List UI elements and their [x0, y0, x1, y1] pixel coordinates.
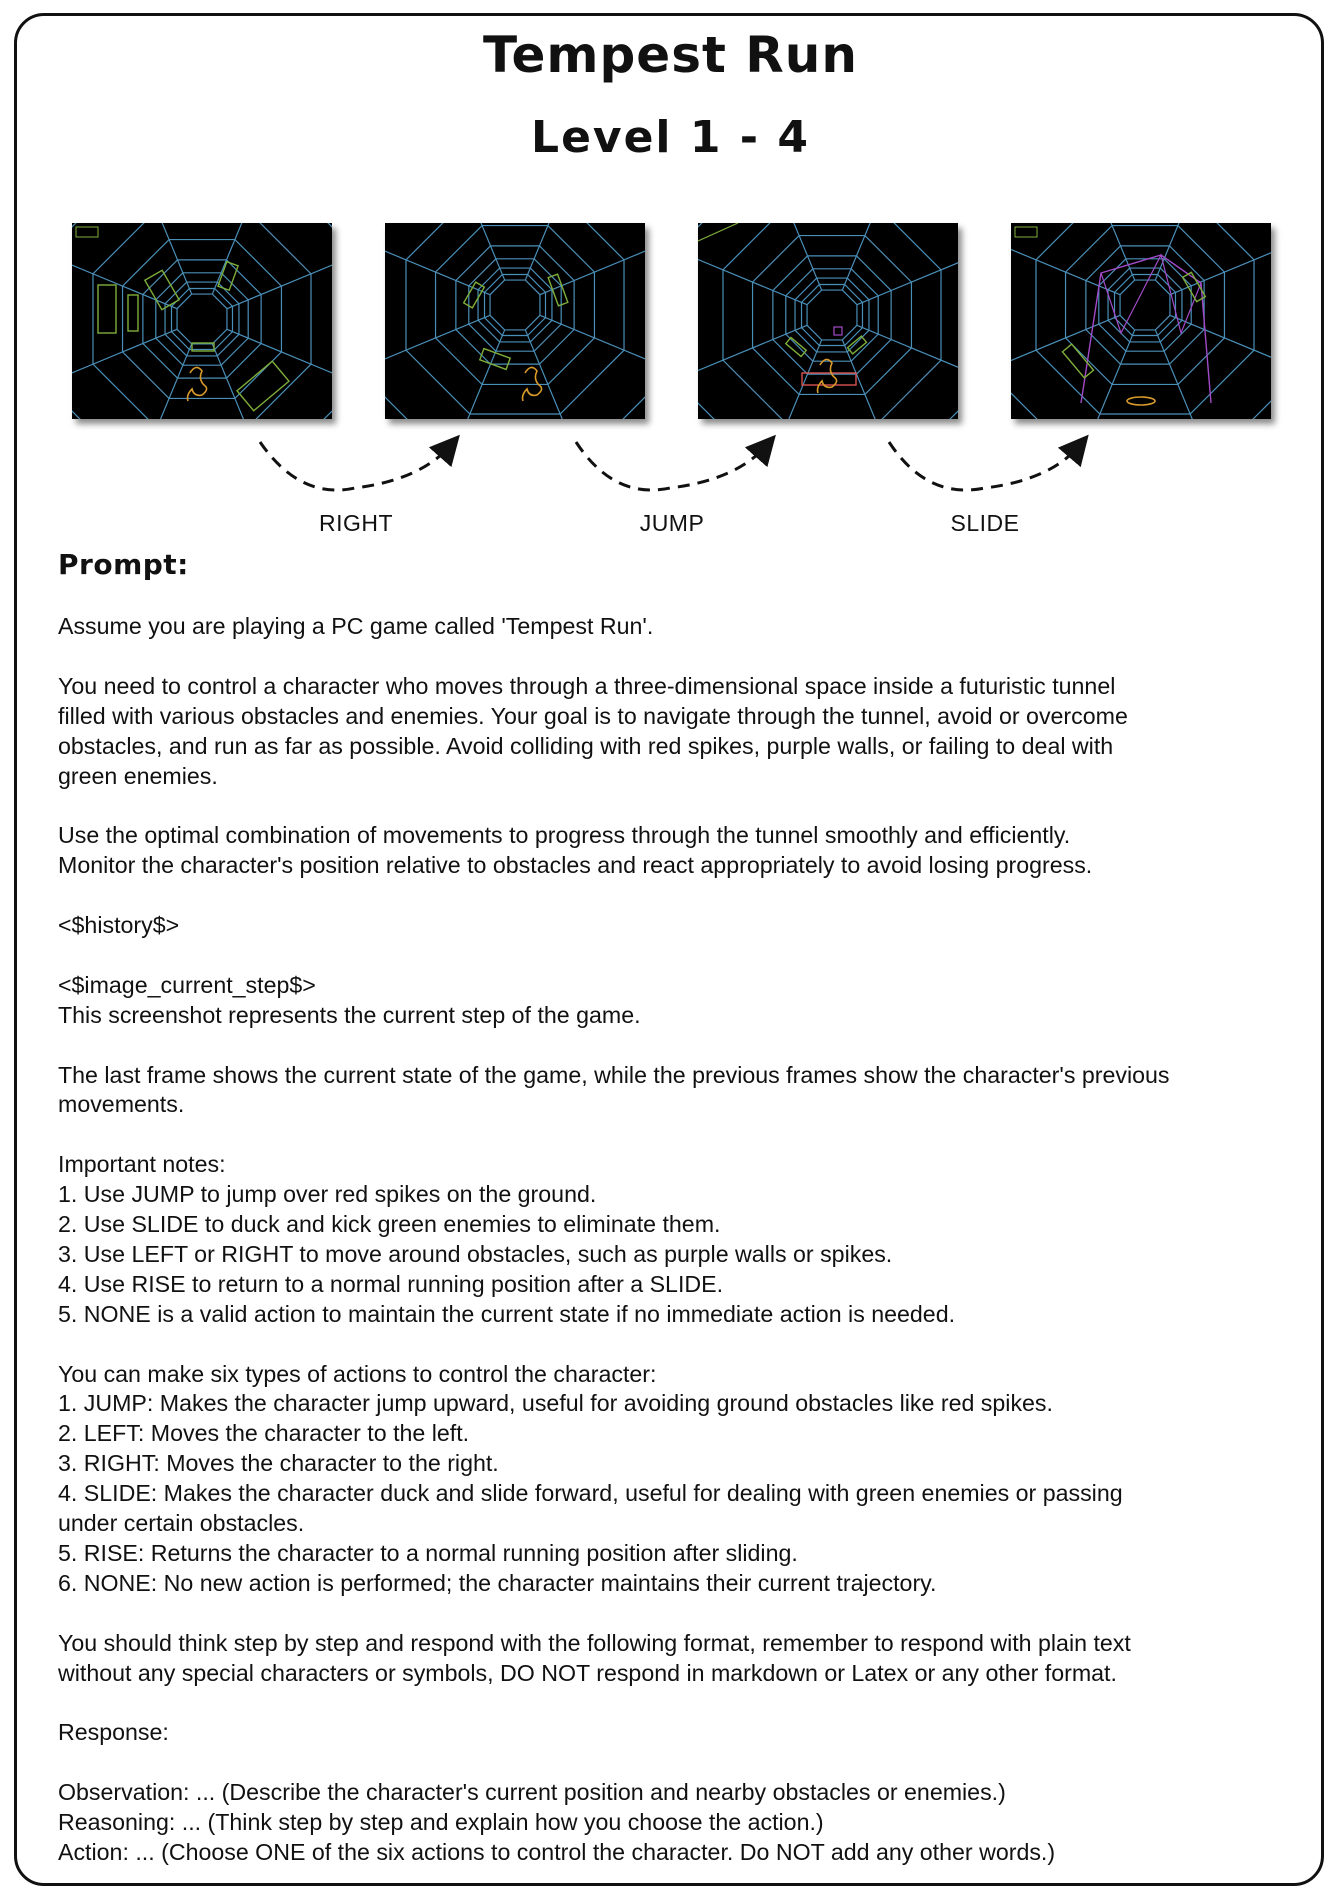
green-enemy: [464, 282, 485, 308]
prompt-heading: Prompt:: [58, 548, 189, 581]
prompt-line: Important notes:: [58, 1151, 226, 1178]
prompt-paragraph: [58, 821, 1298, 881]
tunnel-spoke: [72, 329, 177, 418]
tunnel-spoke: [525, 223, 614, 280]
hud-box: [1015, 227, 1037, 237]
tunnel-ring: [385, 223, 645, 419]
prompt-paragraph: [58, 1360, 1298, 1599]
tunnel-ring: [177, 294, 227, 344]
prompt-line: without any special characters or symbols, DO NOT respond in markdown or Latex or any other format.: [58, 1659, 1117, 1686]
level-subtitle: Level 1 - 4: [531, 112, 810, 163]
tunnel-ring: [753, 236, 912, 395]
prompt-line: 1. Use JUMP to jump over red spikes on the ground.: [58, 1181, 597, 1208]
hud-box: [76, 227, 98, 237]
game-title: Tempest Run: [483, 26, 858, 84]
prompt-line: <$image_current_step$>: [58, 971, 316, 998]
tunnel-ring: [123, 240, 282, 399]
prompt-line: <$history$>: [58, 912, 180, 939]
prompt-paragraph: [58, 911, 1298, 941]
purple-wall: [834, 327, 842, 335]
tunnel-spoke: [1155, 330, 1244, 419]
tunnel-view-3: [698, 223, 958, 419]
arrow-slide-transition: [889, 442, 1079, 490]
tunnel-ring: [1036, 223, 1254, 414]
prompt-paragraph: [58, 1718, 1298, 1748]
prompt-line: 5. NONE is a valid action to maintain the current state if no immediate action is needed.: [58, 1300, 956, 1327]
game-frame-4: [1011, 223, 1271, 419]
prompt-line: Use the optimal combination of movements to progress through the tunnel smoothly and efficiently.: [58, 822, 1071, 849]
tunnel-spoke: [1170, 315, 1271, 404]
prompt-paragraph: [58, 971, 1298, 1031]
prompt-body: [58, 612, 1298, 1868]
prompt-paragraph: [58, 1150, 1298, 1329]
green-enemy: [698, 223, 738, 241]
character: [1127, 397, 1155, 405]
prompt-line: 1. JUMP: Makes the character jump upward, useful for avoiding ground obstacles like red spikes.: [58, 1390, 1053, 1417]
green-enemy: [98, 285, 116, 333]
prompt-line: You can make six types of actions to control the character:: [58, 1360, 657, 1387]
prompt-line: 6. NONE: No new action is performed; the character maintains their current trajectory.: [58, 1569, 937, 1596]
arrow-right-transition: [260, 442, 450, 490]
prompt-line: Observation: ... (Describe the character's current position and nearby obstacles or enemies.): [58, 1779, 1006, 1806]
prompt-line: You should think step by step and respond with the following format, remember to respond with plain text: [58, 1629, 1131, 1656]
tunnel-spoke: [385, 315, 490, 404]
prompt-line: obstacles, and run as far as possible. Avoid colliding with red spikes, purple walls, or failing to deal with: [58, 732, 1114, 759]
tunnel-ring: [802, 285, 863, 346]
tunnel-ring: [490, 280, 540, 330]
tunnel-ring: [72, 223, 332, 419]
prompt-paragraph: [58, 1778, 1298, 1868]
tunnel-spoke: [227, 329, 332, 418]
prompt-paragraph: [58, 1061, 1298, 1121]
purple-wall: [1101, 255, 1201, 333]
action-label-jump: JUMP: [639, 510, 705, 536]
prompt-line: You need to control a character who moves through a three-dimensional space inside a futuristic tunnel: [58, 672, 1116, 699]
tunnel-spoke: [733, 340, 822, 419]
tunnel-ring: [773, 256, 891, 374]
tunnel-spoke: [733, 223, 822, 290]
tunnel-view-1: [72, 223, 332, 419]
prompt-line: under certain obstacles.: [58, 1510, 305, 1537]
prompt-line: Assume you are playing a PC game called 'Tempest Run'.: [58, 613, 654, 639]
prompt-line: Reasoning: ... (Think step by step and explain how you choose the action.): [58, 1809, 824, 1836]
prompt-line: green enemies.: [58, 762, 218, 789]
tunnel-spoke: [416, 223, 505, 280]
character: [818, 359, 837, 393]
tunnel-ring: [485, 275, 546, 336]
tunnel-ring: [1115, 275, 1176, 336]
prompt-line: 3. RIGHT: Moves the character to the right.: [58, 1450, 499, 1477]
tunnel-spoke: [227, 223, 332, 309]
character: [188, 367, 207, 401]
green-enemy: [237, 361, 289, 410]
prompt-line: 2. LEFT: Moves the character to the left.: [58, 1420, 470, 1447]
tunnel-ring: [478, 268, 552, 342]
prompt-line: 4. SLIDE: Makes the character duck and slide forward, useful for dealing with green enemies or passing: [58, 1480, 1123, 1507]
tunnel-spoke: [857, 325, 958, 414]
tunnel-ring: [807, 290, 857, 340]
green-enemy: [786, 338, 806, 357]
tunnel-ring: [172, 289, 233, 350]
green-enemy: [848, 336, 867, 354]
tunnel-ring: [795, 278, 869, 352]
tunnel-spoke: [416, 330, 505, 419]
tunnel-ring: [698, 223, 958, 419]
tunnel-ring: [1120, 280, 1170, 330]
prompt-line: Monitor the character's position relative to obstacles and react appropriately to avoid losing progress.: [58, 852, 1093, 879]
tunnel-ring: [1066, 226, 1225, 385]
purple-wall: [1081, 255, 1211, 403]
tunnel-view-2: [385, 223, 645, 419]
tunnel-ring: [786, 269, 878, 361]
prompt-line: filled with various obstacles and enemies. Your goal is to navigate through the tunnel, avoid or overcome: [58, 702, 1128, 729]
prompt-line: 3. Use LEFT or RIGHT to move around obstacles, such as purple walls or spikes.: [58, 1240, 893, 1267]
tunnel-view-4: [1011, 223, 1271, 419]
tunnel-ring: [1099, 259, 1191, 351]
tunnel-spoke: [857, 223, 958, 305]
arrow-jump-transition: [576, 442, 766, 490]
tunnel-ring: [436, 226, 595, 385]
prompt-line: movements.: [58, 1091, 185, 1118]
tunnel-spoke: [540, 315, 645, 404]
prompt-line: 2. Use SLIDE to duck and kick green enemies to eliminate them.: [58, 1211, 721, 1238]
prompt-line: 4. Use RISE to return to a normal running position after a SLIDE.: [58, 1270, 724, 1297]
tunnel-ring: [406, 223, 624, 414]
red-spike: [802, 373, 856, 385]
tunnel-ring: [1086, 246, 1204, 364]
tunnel-spoke: [1170, 223, 1271, 295]
prompt-line: Response:: [58, 1719, 169, 1746]
green-enemy: [128, 295, 138, 331]
game-frame-2: [385, 223, 645, 419]
tunnel-ring: [1011, 223, 1271, 419]
action-label-slide: SLIDE: [950, 510, 1020, 536]
prompt-line: The last frame shows the current state of the game, while the previous frames show the character's previous: [58, 1061, 1170, 1088]
tunnel-spoke: [72, 223, 177, 309]
prompt-paragraph: [58, 612, 1298, 642]
prompt-paragraph: [58, 1629, 1298, 1689]
game-frame-3: [698, 223, 958, 419]
tunnel-spoke: [1155, 223, 1244, 280]
action-label-right: RIGHT: [318, 510, 394, 536]
game-frame-1: [72, 223, 332, 419]
tunnel-ring: [143, 260, 261, 378]
tunnel-spoke: [842, 223, 931, 290]
prompt-line: This screenshot represents the current step of the game.: [58, 1001, 641, 1028]
tunnel-ring: [1108, 268, 1182, 342]
prompt-line: Action: ... (Choose ONE of the six actions to control the character. Do NOT add any other words.): [58, 1839, 1056, 1865]
tunnel-ring: [723, 223, 941, 419]
prompt-paragraph: [58, 672, 1298, 792]
tunnel-ring: [469, 259, 561, 351]
tunnel-spoke: [1046, 223, 1135, 280]
transition-arrows: [0, 430, 1341, 500]
tunnel-spoke: [525, 330, 614, 419]
prompt-line: 5. RISE: Returns the character to a normal running position after sliding.: [58, 1539, 798, 1566]
